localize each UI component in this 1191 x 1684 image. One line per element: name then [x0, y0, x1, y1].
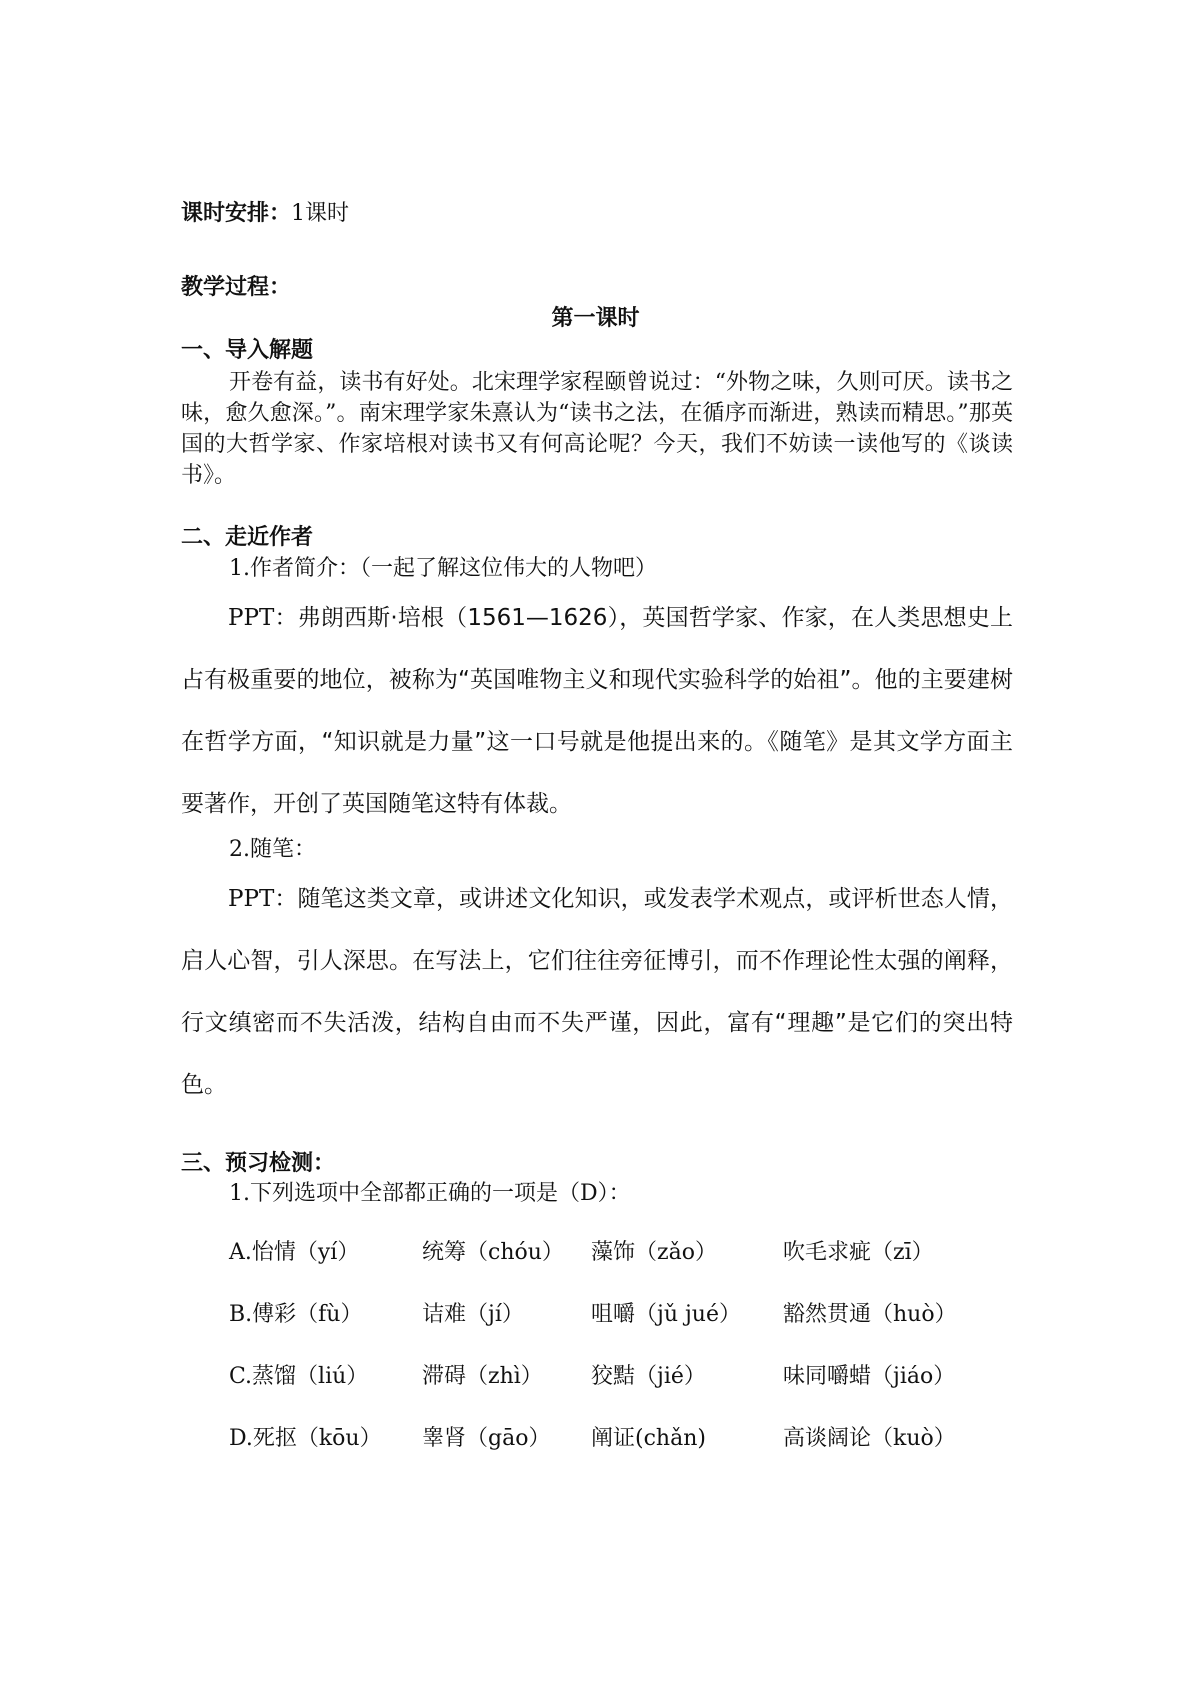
- essay-label: 2.随笔：: [229, 837, 316, 862]
- option-item: 睾肾（gāo）: [422, 1426, 551, 1451]
- option-item: 阐证(chǎn): [591, 1426, 706, 1451]
- option-item: 豁然贯通（huò）: [783, 1302, 957, 1327]
- ppt-prefix: PPT：: [228, 886, 298, 912]
- section2-heading: 二、走近作者: [181, 524, 314, 550]
- author-ppt-text: 弗朗西斯·培根（1561—1626），英国哲学家、作家，在人类思想史上占有极重要的地位，被称为“英国唯物主义和现代实验科学的始祖”。他的主要建树在哲学方面，“知识就是力量”这一口号就是他提出来的。《随笔》是其文学方面主要著作，开创了英国随笔这特有体裁。: [181, 605, 1013, 817]
- option-item: 咀嚼（jǔ jué）: [591, 1302, 741, 1327]
- schedule-line: [181, 202, 349, 225]
- section1-paragraph: 开卷有益，读书有好处。北宋理学家程颐曾说过：“外物之味，久则可厌。读书之味，愈久愈深。”。南宋理学家朱熹认为“读书之法，在循序而渐进，熟读而精思。”那英国的大哲学家、作家培根对读书又有何高论呢？今天，我们不妨读一读他写的《谈读书》。: [181, 370, 1013, 488]
- option-item: 吹毛求疵（zī）: [783, 1240, 934, 1265]
- question-text: 1.下列选项中全部都正确的一项是（D）：: [229, 1181, 631, 1206]
- section3-heading: 三、预习检测：: [181, 1150, 336, 1176]
- author-ppt-paragraph: [181, 587, 1013, 835]
- author-intro-label: 1.作者简介：（一起了解这位伟大的人物吧）: [229, 556, 657, 581]
- option-item: A.怡情（yí）: [229, 1240, 360, 1265]
- option-item: C.蒸馏（liú）: [229, 1364, 369, 1389]
- schedule-value: 1课时: [291, 201, 350, 226]
- option-item: 滞碍（zhì）: [422, 1364, 543, 1389]
- lesson-title: 第一课时: [551, 305, 640, 331]
- option-item: D.死抠（kōu）: [229, 1426, 382, 1451]
- option-item: 诘难（jí）: [422, 1302, 524, 1327]
- option-item: 狡黠（jié）: [591, 1364, 706, 1389]
- schedule-label: 课时安排：: [181, 200, 292, 226]
- essay-ppt-text: 随笔这类文章，或讲述文化知识，或发表学术观点，或评析世态人情，启人心智，引人深思。在写法上，它们往往旁征博引，而不作理论性太强的阐释，行文缜密而不失活泼，结构自由而不失严谨，因此，富有“理趣”是它们的突出特色。: [181, 886, 1014, 1098]
- ppt-prefix: PPT：: [228, 605, 298, 631]
- option-item: 高谈阔论（kuò）: [783, 1426, 956, 1451]
- option-item: 统筹（chóu）: [422, 1240, 564, 1265]
- option-item: 藻饰（zǎo）: [591, 1240, 717, 1265]
- option-item: B.傅彩（fù）: [229, 1302, 363, 1327]
- section1-heading: 一、导入解题: [181, 337, 314, 363]
- option-item: 味同嚼蜡（jiáo）: [783, 1364, 956, 1389]
- essay-ppt-paragraph: [181, 868, 1013, 1116]
- process-label: 教学过程：: [181, 274, 292, 300]
